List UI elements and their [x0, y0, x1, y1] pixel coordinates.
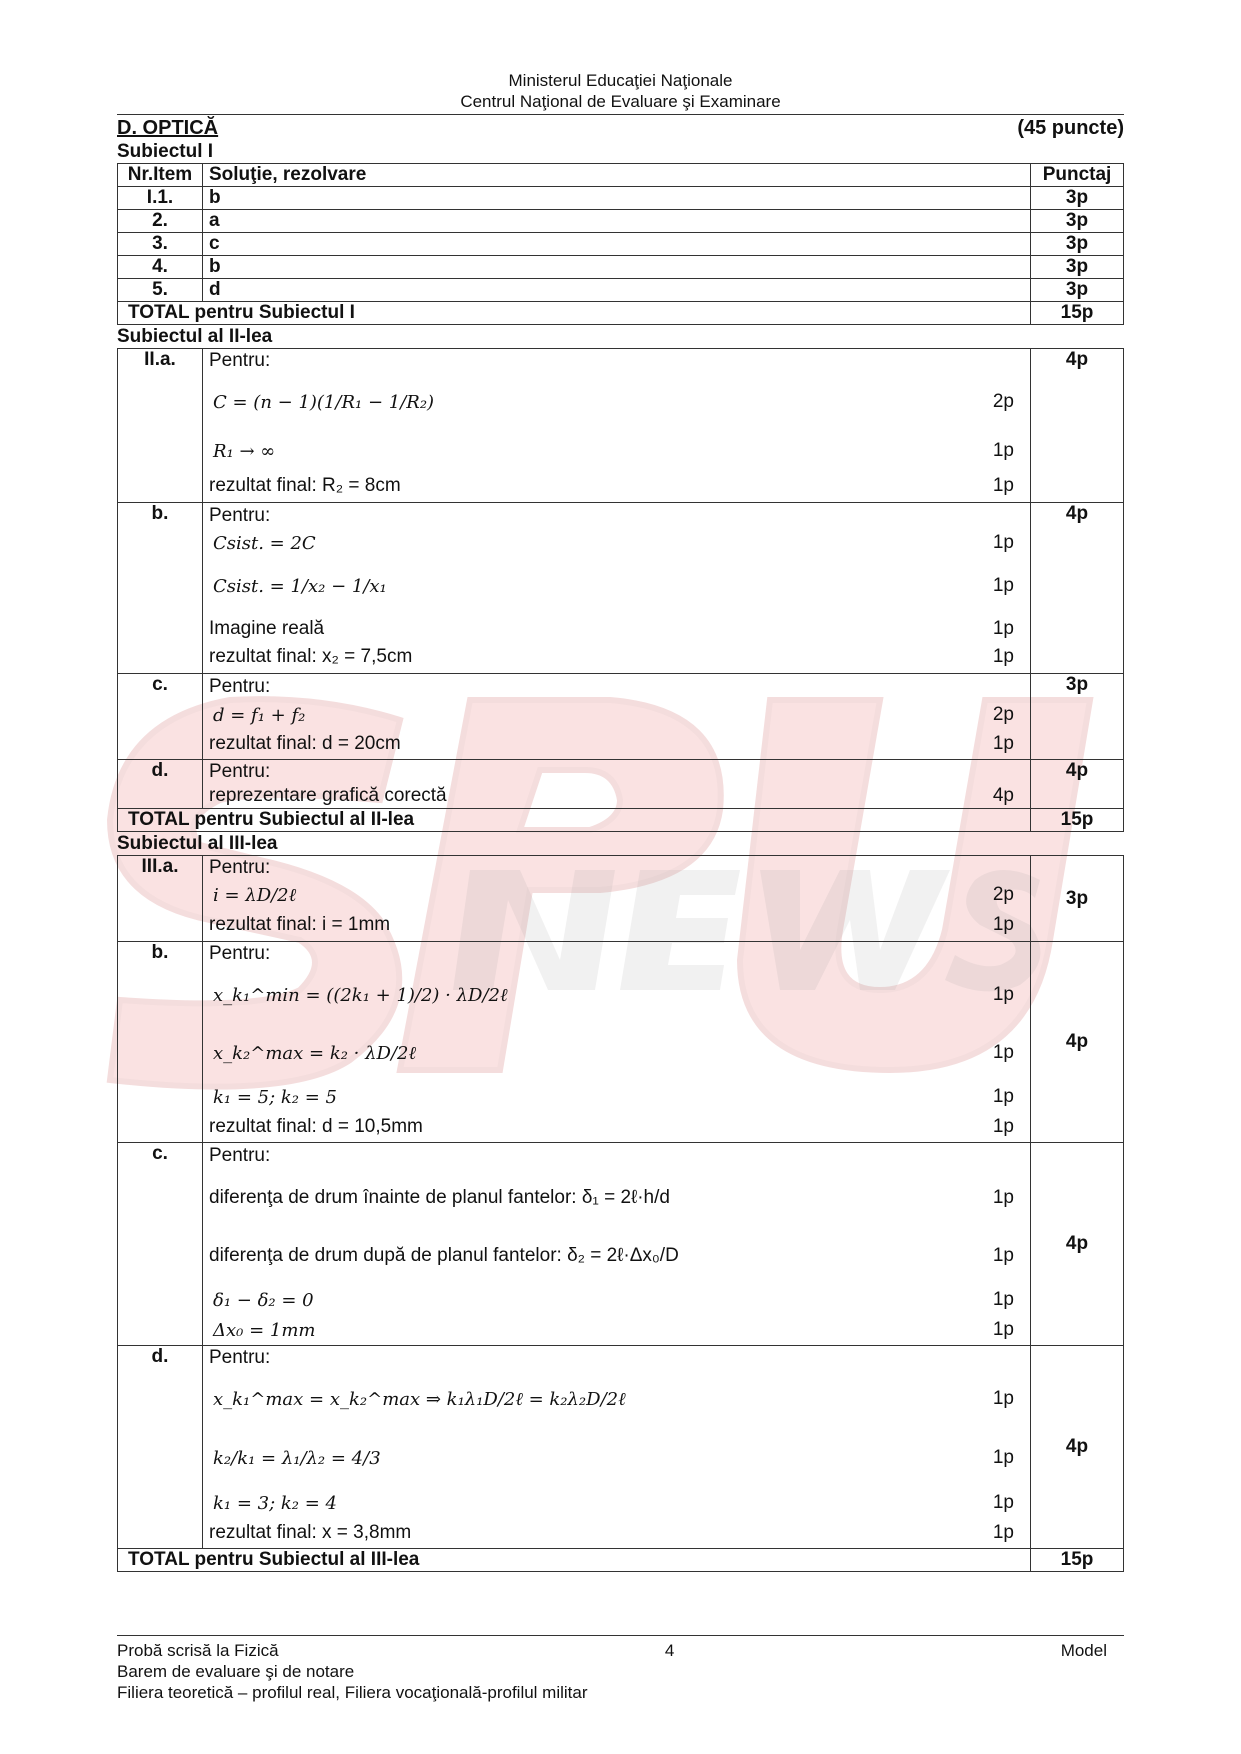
solution-line: [209, 760, 1024, 784]
line-points: 1p: [992, 618, 1014, 639]
line-points: 1p: [992, 440, 1014, 461]
item-points: 4p: [1031, 1143, 1124, 1346]
item-number: II.a.: [118, 349, 203, 503]
solution-line: [209, 373, 1024, 431]
solution-line: [209, 557, 1024, 615]
solution-line: [209, 910, 1024, 940]
solution-cell: [203, 1346, 1031, 1549]
solution-cell: [203, 760, 1031, 809]
item-row-2d: [118, 760, 1124, 809]
item-row-2a: [118, 349, 1124, 503]
line-points: 1p: [992, 1116, 1014, 1137]
solution-line: [209, 1285, 1024, 1315]
line-points: 2p: [992, 884, 1014, 905]
formula: Csist. = 1/x₂ − 1/x₁: [213, 575, 387, 597]
line-text: Pentru:: [209, 1347, 271, 1368]
line-points: 1p: [992, 733, 1014, 754]
line-text: rezultat final: x = 3,8mm: [209, 1522, 412, 1543]
line-points: 2p: [992, 391, 1014, 412]
line-points: 1p: [992, 474, 1014, 496]
solution-line: [209, 784, 1024, 808]
solution-line: [209, 471, 1024, 500]
line-text: Pentru:: [209, 943, 271, 964]
solution-line: [209, 1346, 1024, 1370]
subject2-table: [117, 348, 1124, 832]
solution-cell: [203, 503, 1031, 674]
item-number: 5.: [118, 279, 203, 302]
line-text: Pentru:: [209, 505, 271, 526]
solution-line: [209, 966, 1024, 1024]
ministry-header: [117, 70, 1124, 112]
line-text: rezultat final: R₂ = 8cm: [209, 474, 401, 496]
item-row-2b: [118, 503, 1124, 674]
page-footer: [117, 1640, 1107, 1703]
formula: k₁ = 5; k₂ = 5: [213, 1086, 337, 1108]
total-label: TOTAL pentru Subiectul al II-lea: [118, 809, 1031, 832]
table-row: [118, 279, 1124, 302]
line-points: 1p: [992, 1289, 1014, 1310]
subject1-title: Subiectul I: [117, 141, 214, 162]
line-points: 1p: [992, 1042, 1014, 1063]
line-text: reprezentare grafică corectă: [209, 785, 447, 806]
table-row: [118, 187, 1124, 210]
answer: a: [203, 210, 1031, 233]
item-number: d.: [118, 1346, 203, 1549]
line-points: 1p: [992, 914, 1014, 935]
footer-exam-name: Probă scrisă la Fizică: [117, 1641, 279, 1660]
ministry-name: Ministerul Educaţiei Naţionale: [508, 71, 733, 90]
solution-line: [209, 503, 1024, 529]
item-points: 4p: [1031, 1346, 1124, 1549]
item-points: 3p: [1031, 279, 1124, 302]
item-points: 3p: [1031, 233, 1124, 256]
item-row-3b: [118, 942, 1124, 1143]
table-row: [118, 233, 1124, 256]
solution-line: [209, 674, 1024, 700]
item-points: 4p: [1031, 503, 1124, 674]
col-item-header: Nr.Item: [118, 164, 203, 187]
answer: b: [203, 256, 1031, 279]
line-points: 1p: [992, 1492, 1014, 1513]
solution-line: [209, 1518, 1024, 1548]
center-name: Centrul Naţional de Evaluare şi Examinare: [460, 92, 781, 111]
total-points: 15p: [1031, 1549, 1124, 1572]
formula: i = λD/2ℓ: [213, 884, 297, 906]
footer-model: Model: [1060, 1641, 1107, 1660]
line-text: Imagine reală: [209, 618, 325, 639]
subject3-table: [117, 855, 1124, 1572]
line-text: rezultat final: d = 10,5mm: [209, 1116, 423, 1137]
line-points: 1p: [992, 1447, 1014, 1468]
item-points: 4p: [1031, 760, 1124, 809]
item-number: 2.: [118, 210, 203, 233]
header-rule: [117, 114, 1124, 115]
line-text: Pentru:: [209, 350, 271, 371]
table-row: [118, 256, 1124, 279]
table-row: [118, 210, 1124, 233]
solution-cell: [203, 942, 1031, 1143]
line-text: Pentru:: [209, 676, 271, 697]
item-points: 3p: [1031, 210, 1124, 233]
subject3-title: Subiectul al III-lea: [117, 833, 278, 854]
solution-line: [209, 349, 1024, 373]
line-points: 2p: [992, 704, 1014, 725]
item-number: 4.: [118, 256, 203, 279]
item-points: 4p: [1031, 349, 1124, 503]
answer: d: [203, 279, 1031, 302]
formula: x_k₂^max = k₂ · λD/2ℓ: [213, 1042, 416, 1064]
line-text: diferenţa de drum înainte de planul fantelor: δ₁ = 2ℓ·h/d: [209, 1187, 670, 1208]
footer-filiera: Filiera teoretică – profilul real, Filiera vocaţională-profilul militar: [117, 1683, 588, 1702]
formula: k₂/k₁ = λ₁/λ₂ = 4/3: [213, 1447, 381, 1469]
line-points: 1p: [992, 1319, 1014, 1340]
solution-cell: [203, 674, 1031, 760]
line-text: rezultat final: i = 1mm: [209, 914, 391, 935]
solution-line: [209, 880, 1024, 910]
item-points: 3p: [1031, 856, 1124, 942]
footer-row: [117, 1640, 1107, 1661]
subject1-total-row: [118, 302, 1124, 325]
item-points: 3p: [1031, 674, 1124, 760]
solution-line: [209, 529, 1024, 557]
formula: k₁ = 3; k₂ = 4: [213, 1492, 337, 1514]
line-text: rezultat final: d = 20cm: [209, 733, 401, 754]
item-row-2c: [118, 674, 1124, 760]
answer: c: [203, 233, 1031, 256]
footer-barem: Barem de evaluare şi de notare: [117, 1662, 355, 1681]
section-points: (45 puncte): [1017, 117, 1124, 139]
line-points: 1p: [992, 1187, 1014, 1208]
formula: δ₁ − δ₂ = 0: [213, 1289, 314, 1311]
col-solution-header: Soluţie, rezolvare: [203, 164, 1031, 187]
line-points: 1p: [992, 575, 1014, 596]
item-row-3c: [118, 1143, 1124, 1346]
solution-line: [209, 1428, 1024, 1488]
line-points: 1p: [992, 646, 1014, 667]
solution-line: [209, 1488, 1024, 1518]
formula: Csist. = 2C: [213, 532, 316, 554]
solution-line: [209, 856, 1024, 880]
line-points: 1p: [992, 532, 1014, 553]
solution-line: [209, 1024, 1024, 1082]
solution-line: [209, 1169, 1024, 1227]
page-number: 4: [664, 1641, 675, 1660]
line-points: 1p: [992, 1086, 1014, 1107]
total-points: 15p: [1031, 809, 1124, 832]
formula: Δx₀ = 1mm: [213, 1319, 316, 1341]
line-text: diferenţa de drum după de planul fantelor: δ₂ = 2ℓ·Δx₀/D: [209, 1245, 679, 1266]
solution-line: [209, 1370, 1024, 1428]
total-label: TOTAL pentru Subiectul al III-lea: [118, 1549, 1031, 1572]
item-number: d.: [118, 760, 203, 809]
solution-line: [209, 700, 1024, 730]
line-text: Pentru:: [209, 1145, 271, 1166]
exam-page: [117, 70, 1124, 1572]
answer: b: [203, 187, 1031, 210]
section-heading: [117, 117, 1124, 140]
solution-line: [209, 1112, 1024, 1142]
line-text: Pentru:: [209, 857, 271, 878]
footer-rule: [117, 1635, 1124, 1636]
solution-line: [209, 615, 1024, 643]
line-points: 4p: [992, 785, 1014, 806]
solution-cell: [203, 1143, 1031, 1346]
item-number: b.: [118, 503, 203, 674]
line-points: 1p: [992, 1388, 1014, 1409]
item-number: 3.: [118, 233, 203, 256]
solution-line: [209, 942, 1024, 966]
solution-line: [209, 1082, 1024, 1112]
solution-line: [209, 1227, 1024, 1285]
item-number: c.: [118, 1143, 203, 1346]
item-number: III.a.: [118, 856, 203, 942]
line-text: rezultat final: x₂ = 7,5cm: [209, 646, 413, 667]
solution-line: [209, 1143, 1024, 1169]
item-number: c.: [118, 674, 203, 760]
subject2-total-row: [118, 809, 1124, 832]
formula: d = f₁ + f₂: [213, 704, 306, 726]
line-text: Pentru:: [209, 761, 271, 782]
subject3-total-row: [118, 1549, 1124, 1572]
item-points: 3p: [1031, 256, 1124, 279]
solution-line: [209, 643, 1024, 671]
line-points: 1p: [992, 984, 1014, 1005]
formula: x_k₁^min = ((2k₁ + 1)/2) · λD/2ℓ: [213, 984, 508, 1006]
formula: x_k₁^max = x_k₂^max ⇒ k₁λ₁D/2ℓ = k₂λ₂D/2ℓ: [213, 1388, 626, 1410]
item-points: 3p: [1031, 187, 1124, 210]
subject1-header-row: [118, 164, 1124, 187]
solution-cell: [203, 856, 1031, 942]
formula: C = (n − 1)(1/R₁ − 1/R₂): [213, 391, 435, 413]
col-points-header: Punctaj: [1031, 164, 1124, 187]
formula: R₁ → ∞: [213, 440, 276, 462]
line-points: 1p: [992, 1522, 1014, 1543]
section-title: D. OPTICĂ: [117, 117, 219, 139]
line-points: 1p: [992, 1245, 1014, 1266]
total-points: 15p: [1031, 302, 1124, 325]
item-number: b.: [118, 942, 203, 1143]
item-row-3a: [118, 856, 1124, 942]
item-points: 4p: [1031, 942, 1124, 1143]
item-row-3d: [118, 1346, 1124, 1549]
subject2-title: Subiectul al II-lea: [117, 326, 273, 347]
solution-line: [209, 431, 1024, 471]
solution-line: [209, 1315, 1024, 1345]
subject1-table: [117, 163, 1124, 325]
total-label: TOTAL pentru Subiectul I: [118, 302, 1031, 325]
item-number: I.1.: [118, 187, 203, 210]
solution-cell: [203, 349, 1031, 503]
solution-line: [209, 730, 1024, 758]
